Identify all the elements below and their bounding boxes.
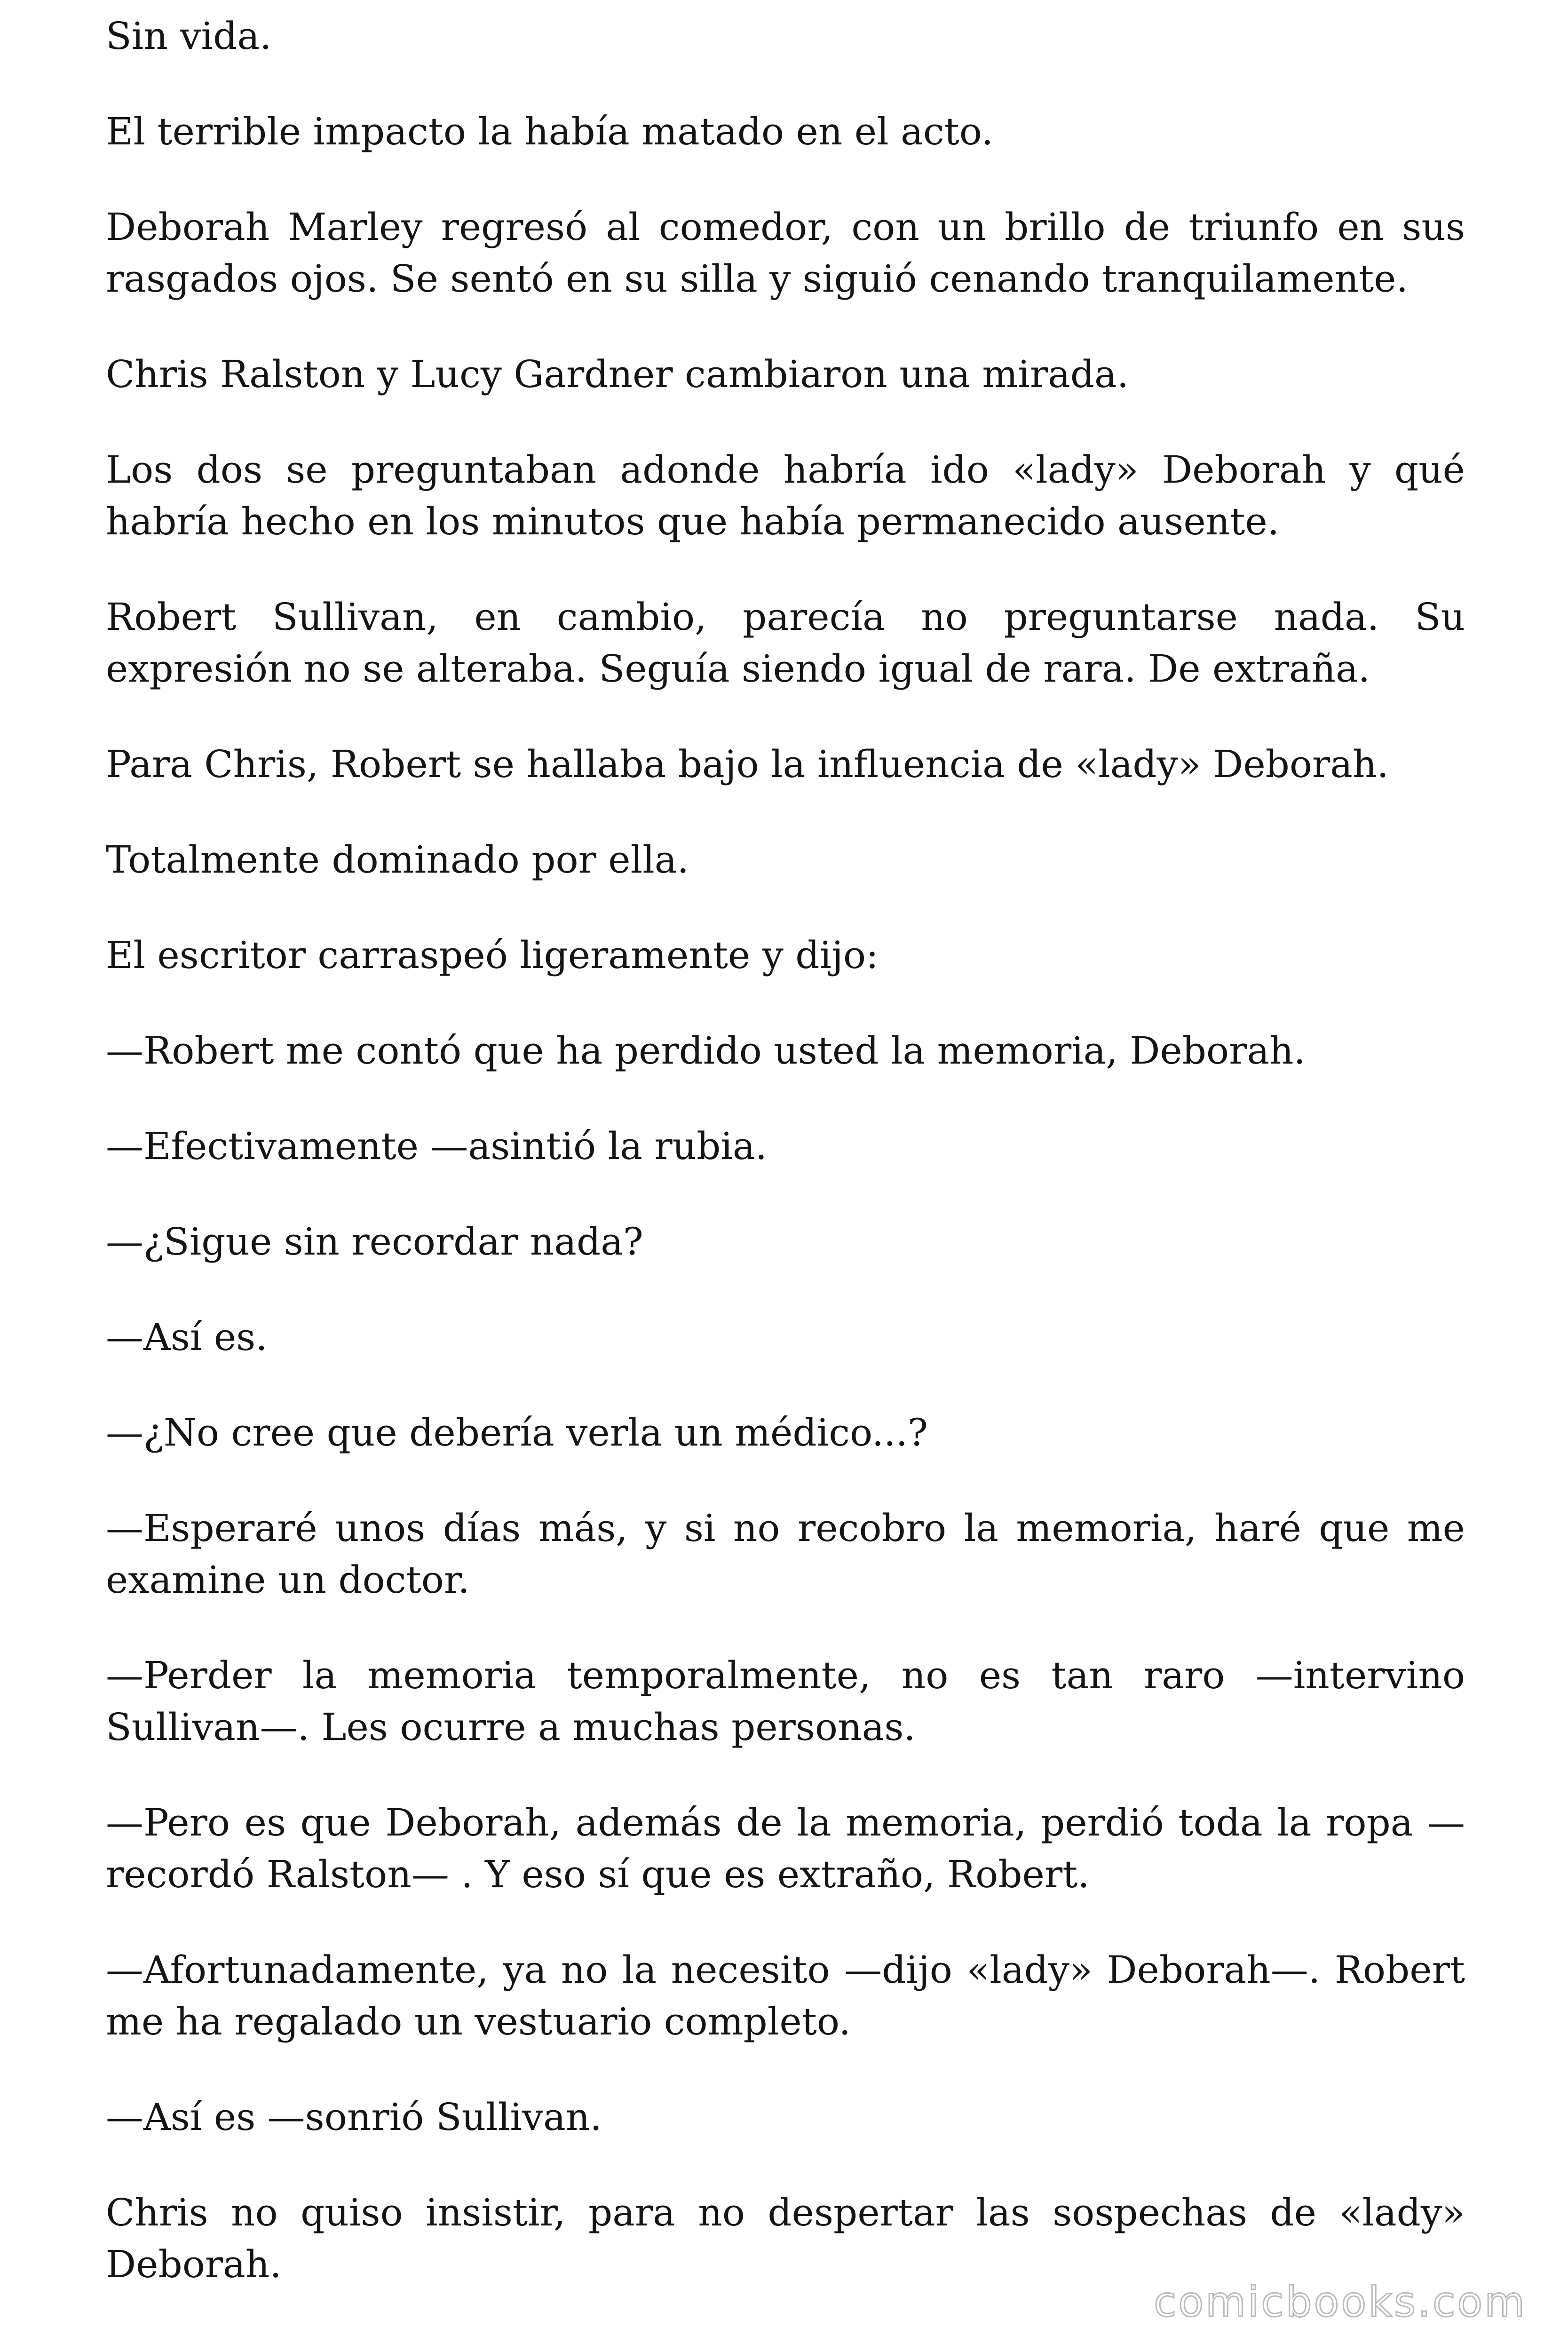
paragraph: —Efectivamente —asintió la rubia. bbox=[106, 1124, 768, 1168]
paragraph: Chris Ralston y Lucy Gardner cambiaron una mirada. bbox=[106, 352, 1129, 396]
paragraph: —Esperaré unos días más, y si no recobro la memoria, haré que me examine un doctor. bbox=[106, 1506, 1465, 1602]
paragraph: Chris no quiso insistir, para no despertar las sospechas de «lady» Deborah. bbox=[106, 2191, 1465, 2286]
paragraph: Robert Sullivan, en cambio, parecía no preguntarse nada. Su expresión no se alteraba. Seguía siendo igual de rara. De extraña. bbox=[106, 595, 1465, 691]
paragraph: —Perder la memoria temporalmente, no es tan raro —intervino Sullivan—. Les ocurre a muchas personas. bbox=[106, 1653, 1465, 1749]
paragraph: El terrible impacto la había matado en el acto. bbox=[106, 110, 993, 153]
book-page-text bbox=[106, 10, 1465, 2334]
paragraph: Para Chris, Robert se hallaba bajo la influencia de «lady» Deborah. bbox=[106, 742, 1389, 786]
paragraph: —Robert me contó que ha perdido usted la memoria, Deborah. bbox=[106, 1029, 1306, 1073]
paragraph: —¿Sigue sin recordar nada? bbox=[106, 1220, 643, 1263]
paragraph: —Afortunadamente, ya no la necesito —dijo «lady» Deborah—. Robert me ha regalado un vestuario completo. bbox=[106, 1948, 1465, 2043]
paragraph: Totalmente dominado por ella. bbox=[106, 838, 689, 882]
paragraph: Los dos se preguntaban adonde habría ido «lady» Deborah y qué habría hecho en los minutos que había permanecido ausente. bbox=[106, 448, 1465, 543]
watermark: comicbooks.com bbox=[1153, 2278, 1527, 2326]
paragraph: El escritor carraspeó ligeramente y dijo: bbox=[106, 933, 879, 977]
paragraph: —Así es. bbox=[106, 1315, 268, 1359]
paragraph: Deborah Marley regresó al comedor, con un brillo de triunfo en sus rasgados ojos. Se sentó en su silla y siguió cenando tranquilamente. bbox=[106, 205, 1465, 301]
paragraph: —Así es —sonrió Sullivan. bbox=[106, 2095, 602, 2139]
paragraph: —Pero es que Deborah, además de la memoria, perdió toda la ropa —recordó Ralston— . Y eso sí que es extraño, Robert. bbox=[106, 1801, 1465, 1896]
paragraph: Sin vida. bbox=[106, 14, 272, 58]
paragraph: —¿No cree que debería verla un médico...? bbox=[106, 1411, 928, 1454]
